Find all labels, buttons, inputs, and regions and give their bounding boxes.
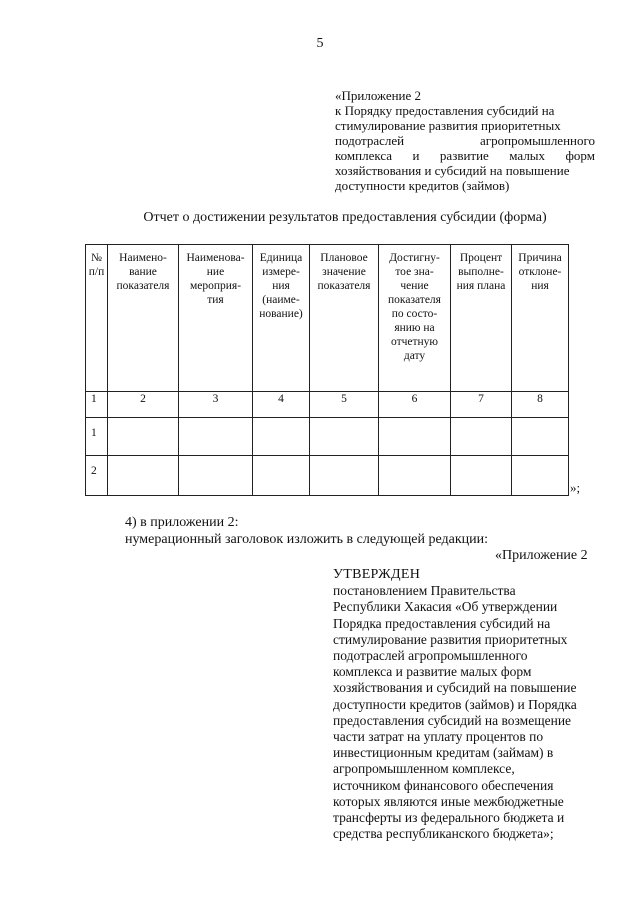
header-cell-line: показателя: [317, 280, 371, 292]
column-number: 4: [253, 392, 310, 418]
header-cell-line: измере-: [262, 266, 300, 278]
table-cell: [310, 456, 379, 496]
column-number: 5: [310, 392, 379, 418]
header-cell-line: Плановое: [320, 252, 368, 264]
header-cell-line: нование): [259, 308, 303, 320]
header-cell: [512, 245, 569, 392]
approved-line: инвестиционным кредитам (займам) в: [333, 745, 554, 761]
header-cell-line: чение: [400, 280, 429, 292]
table-cell: [108, 456, 179, 496]
report-title: Отчет о достижении результатов предоставления субсидии (форма): [143, 210, 547, 225]
word: подотраслей: [335, 133, 405, 148]
column-number: 2: [108, 392, 179, 418]
word: комплекса: [335, 148, 393, 163]
header-cell-line: по состо-: [391, 308, 438, 320]
approved-line: источником финансового обеспечения: [333, 777, 554, 793]
appendix-header-line: [335, 148, 595, 163]
word: малых: [509, 148, 546, 163]
approved-line: стимулирование развития приоритетных: [333, 631, 568, 647]
table-header-row: [86, 245, 569, 392]
header-cell-line: янию на: [394, 322, 435, 334]
column-number-row: [86, 392, 569, 418]
table-cell: [512, 418, 569, 456]
header-cell: [379, 245, 451, 392]
header-cell-line: Причина: [518, 252, 562, 264]
appendix-header-line: стимулирование развития приоритетных: [335, 118, 561, 133]
table-cell: [253, 418, 310, 456]
word: развитие: [439, 148, 489, 163]
table-cell: 2: [86, 456, 108, 496]
header-cell-line: значение: [322, 266, 366, 278]
header-cell-line: Единица: [259, 252, 303, 264]
header-cell-line: отклоне-: [518, 266, 562, 278]
header-cell-line: Наимено-: [119, 252, 167, 264]
header-cell-line: №: [91, 252, 102, 264]
header-cell: [108, 245, 179, 392]
table-cell: 1: [86, 418, 108, 456]
table-row: [86, 456, 569, 496]
column-number: 7: [451, 392, 512, 418]
header-cell-line: мероприя-: [189, 280, 242, 292]
table-cell: [512, 456, 569, 496]
word: агропромышленного: [480, 133, 595, 148]
word: и: [412, 148, 420, 163]
approved-line: части затрат на уплату процентов по: [333, 729, 544, 745]
header-cell: [253, 245, 310, 392]
appendix-header-line: к Порядку предоставления субсидий на: [335, 103, 555, 118]
approved-line: доступности кредитов (займов) и Порядка: [333, 696, 577, 712]
approved-line: подотраслей агропромышленного: [333, 648, 528, 664]
word: форм: [565, 148, 595, 163]
header-cell-line: ния: [272, 280, 290, 292]
header-cell-line: тое зна-: [395, 266, 434, 278]
table-cell: [379, 456, 451, 496]
table-cell: [379, 418, 451, 456]
header-cell-line: ния: [531, 280, 549, 292]
header-cell-line: дату: [403, 350, 426, 362]
approved-line: предоставления субсидий на возмещение: [333, 712, 572, 728]
header-cell-line: Процент: [459, 252, 503, 264]
header-cell-line: показателя: [388, 294, 441, 306]
header-cell-line: выполне-: [458, 266, 504, 278]
column-number: 6: [379, 392, 451, 418]
table-row: [86, 418, 569, 456]
appendix2-quote: «Приложение 2: [495, 548, 588, 563]
header-cell-line: тия: [207, 294, 224, 306]
approved-title: УТВЕРЖДЕН: [333, 567, 421, 582]
approved-line: комплекса и развитие малых форм: [333, 664, 532, 680]
header-cell-line: п/п: [88, 266, 105, 278]
header-cell: [179, 245, 253, 392]
table-cell: [310, 418, 379, 456]
page-number: 5: [316, 36, 324, 51]
header-cell-line: Наименова-: [186, 252, 245, 264]
appendix-header-line: хозяйствования и субсидий на повышение: [335, 163, 570, 178]
header-cell-line: (наиме-: [262, 294, 300, 306]
approved-line: Порядка предоставления субсидий на: [333, 615, 551, 631]
column-number: 1: [86, 392, 108, 418]
approved-line: хозяйствования и субсидий на повышение: [333, 680, 577, 696]
header-cell: [310, 245, 379, 392]
table-cell: [179, 418, 253, 456]
header-cell-line: отчетную: [390, 336, 439, 348]
approved-line: средства республиканского бюджета»;: [333, 826, 554, 842]
appendix-header-line: [335, 133, 595, 148]
table-closing-mark: »;: [570, 480, 581, 495]
table-cell: [108, 418, 179, 456]
amendment-instruction: нумерационный заголовок изложить в следующей редакции:: [125, 532, 488, 547]
header-cell-line: показателя: [116, 280, 170, 292]
column-number: 3: [179, 392, 253, 418]
approved-line: постановлением Правительства: [333, 583, 516, 599]
approved-line: агропромышленном комплексе,: [333, 761, 515, 777]
header-cell-line: Достигну-: [389, 252, 440, 264]
approved-block: [333, 567, 593, 842]
appendix-header-line: «Приложение 2: [335, 88, 422, 103]
table-cell: [253, 456, 310, 496]
header-cell-line: ния плана: [456, 280, 506, 292]
table-cell: [451, 418, 512, 456]
header-cell: [86, 245, 108, 392]
column-number: 8: [512, 392, 569, 418]
header-cell-line: вание: [129, 266, 157, 278]
amendment-item: 4) в приложении 2:: [125, 515, 239, 530]
appendix-header: [335, 88, 595, 193]
table-cell: [451, 456, 512, 496]
approved-line: которых являются иные межбюджетные: [333, 793, 564, 809]
report-table: [85, 244, 569, 496]
approved-line: Республики Хакасия «Об утверждении: [333, 599, 558, 615]
table-cell: [179, 456, 253, 496]
appendix-header-line: доступности кредитов (займов): [335, 178, 510, 193]
approved-line: трансферты из федерального бюджета и: [333, 810, 565, 826]
header-cell: [451, 245, 512, 392]
header-cell-line: ние: [206, 266, 225, 278]
